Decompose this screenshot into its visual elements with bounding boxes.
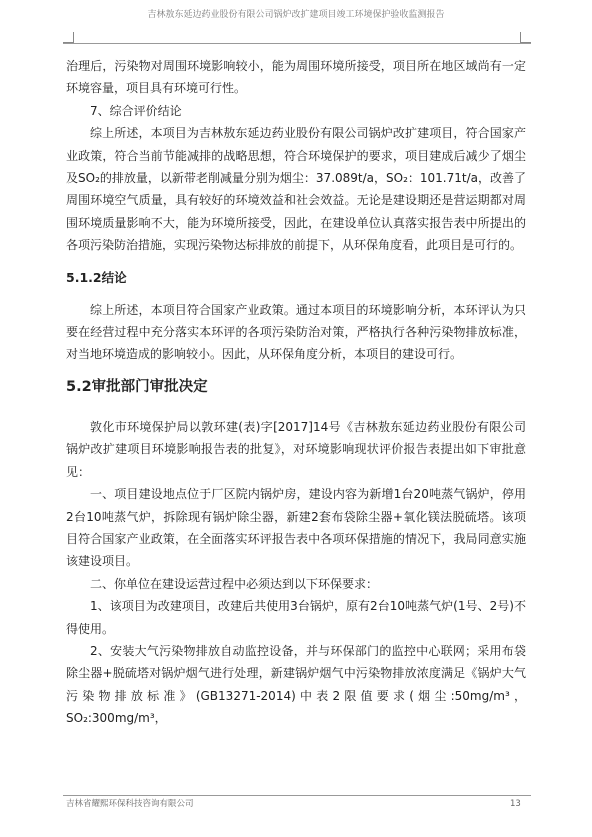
section-heading-5-1-2: 5.1.2结论 (66, 269, 127, 285)
paragraph-conclusion: 综上所述，本项目为吉林敖东延边药业股份有限公司锅炉改扩建项目，符合国家产业政策，符合当前节能减排的战略思想，符合环境保护的要求，项目建成后减少了烟尘及SO₂的排放量，以新带老削减量分别为烟尘：37.089t/a，SO₂：101.71t/a，改善了周围环境空气质量，具有较好的环境效益和社会效益。无论是建设期还是营运期都对周围环境质量影响不大，能为环境所接受，因此，在建设单位认真落实报告表中所提出的各项污染防治措施，实现污染物达标排放的前提下，从环保角度看，此项目是可行的。 (66, 126, 526, 253)
crop-mark-top-left (63, 32, 74, 43)
paragraph-continued: 治理后，污染物对周围环境影响较小，能为周围环境所接受，项目所在地区域尚有一定环境容量，项目具有环境可行性。 (66, 59, 526, 96)
header-rule (63, 43, 531, 44)
page-number: 13 (510, 799, 521, 809)
document-body (66, 55, 526, 730)
paragraph-requirement-1: 1、该项目为改建项目，改建后共使用3台锅炉，原有2台10吨蒸气炉(1号、2号)不得使用。 (66, 599, 526, 636)
section-heading-5-2: 5.2审批部门审批决定 (66, 378, 208, 395)
paragraph-approval-intro: 敦化市环境保护局以敦环建(表)字[2017]14号《吉林敖东延边药业股份有限公司锅炉改扩建项目环境影响报告表的批复》，对环境影响现状评价报告表提出如下审批意见： (66, 419, 526, 479)
footer-company: 吉林省耀熙环保科技咨询有限公司 (66, 799, 194, 809)
crop-mark-top-right (520, 32, 531, 43)
paragraph-approval-item-1: 一、项目建设地点位于厂区院内锅炉房，建设内容为新增1台20吨蒸气锅炉，停用2台10吨蒸气炉，拆除现有锅炉除尘器，新建2套布袋除尘器+氧化镁法脱硫塔。该项目符合国家产业政策，在全面落实环评报告表中各项环保措施的情况下，我局同意实施该建设项目。 (66, 487, 526, 569)
subsection-heading-7: 7、综合评价结论 (90, 103, 182, 118)
paragraph-approval-item-2: 二、你单位在建设运营过程中必须达到以下环保要求： (90, 576, 379, 591)
paragraph-requirement-2: 2、安装大气污染物排放自动监控设备，并与环保部门的监控中心联网；采用布袋除尘器+脱硫塔对锅炉烟气进行处理，新建锅炉烟气中污染物排放浓度满足《锅炉大气污染物排放标准》(GB13271-2014)中表2限值要求(烟尘:50mg/m³，SO₂:300mg/m³， (66, 643, 526, 726)
page-header: 吉林敖东延边药业股份有限公司锅炉改扩建项目竣工环境保护验收监测报告 (147, 10, 445, 20)
footer-rule (63, 795, 531, 796)
paragraph-summary: 综上所述，本项目符合国家产业政策。通过本项目的环境影响分析，本环评认为只要在经营过程中充分落实本环评的各项污染防治对策，严格执行各种污染物排放标准，对当地环境造成的影响较小。因此，从环保角度分析，本项目的建设可行。 (66, 302, 526, 362)
